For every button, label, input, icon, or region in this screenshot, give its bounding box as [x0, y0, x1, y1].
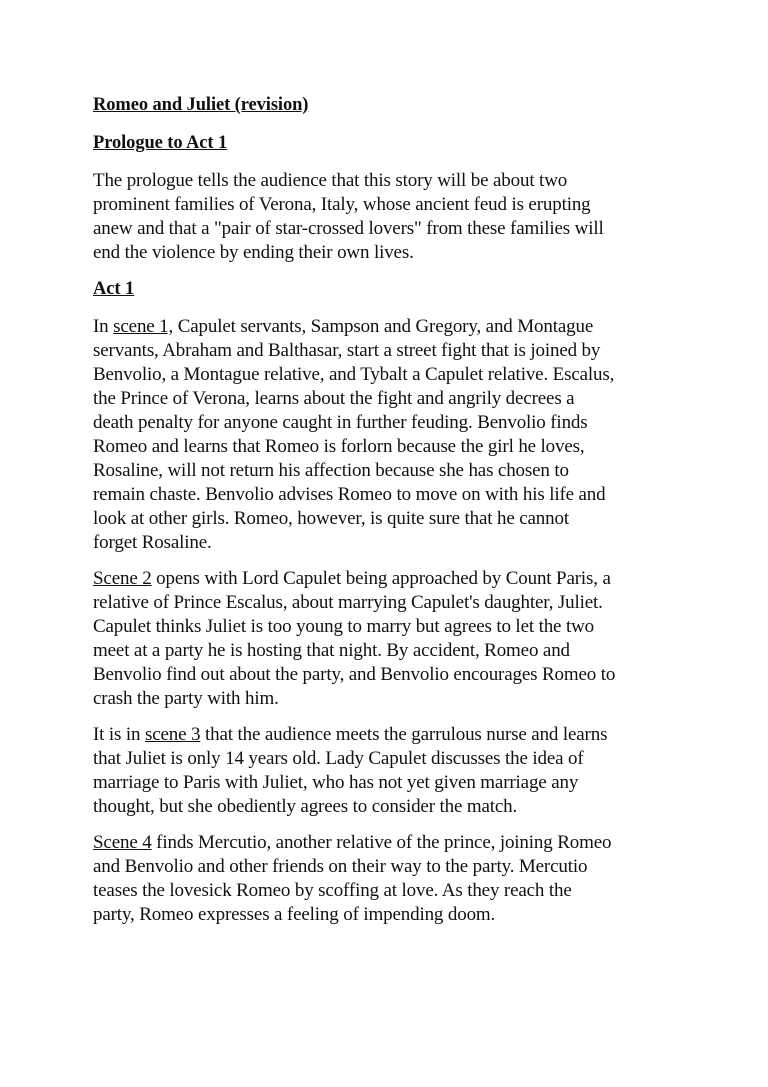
section-heading-prologue: Prologue to Act 1	[93, 133, 228, 153]
document-title: Romeo and Juliet (revision)	[93, 95, 309, 115]
scene-2-paragraph	[93, 567, 693, 711]
text-line: remain chaste. Benvolio advises Romeo to move on with his life and	[93, 484, 606, 505]
text-line: the Prince of Verona, learns about the fight and angrily decrees a	[93, 388, 575, 409]
text-line: Benvolio find out about the party, and Benvolio encourages Romeo to	[93, 664, 616, 685]
text-line: end the violence by ending their own lives.	[93, 242, 414, 263]
text-line: crash the party with him.	[93, 688, 279, 709]
text-line: that Juliet is only 14 years old. Lady Capulet discusses the idea of	[93, 748, 584, 769]
text-line: anew and that a "pair of star-crossed lovers" from these families will	[93, 218, 604, 239]
text-line: servants, Abraham and Balthasar, start a street fight that is joined by	[93, 340, 601, 361]
text-line: Capulet thinks Juliet is too young to marry but agrees to let the two	[93, 616, 594, 637]
text-line: forget Rosaline.	[93, 532, 212, 553]
text-fragment: that the audience meets the garrulous nurse and learns	[200, 724, 608, 745]
scene-3-paragraph	[93, 723, 693, 819]
text-fragment: In	[93, 316, 114, 337]
text-line: Romeo and learns that Romeo is forlorn because the girl he loves,	[93, 436, 585, 457]
prologue-paragraph	[93, 169, 693, 265]
document-content	[93, 93, 693, 939]
scene-4-paragraph	[93, 831, 693, 927]
text-line: party, Romeo expresses a feeling of impending doom.	[93, 904, 496, 925]
text-fragment: finds Mercutio, another relative of the prince, joining Romeo	[151, 832, 612, 853]
scene-2-link[interactable]: Scene 2	[93, 568, 152, 589]
section-heading-act-1: Act 1	[93, 279, 135, 299]
text-line: Rosaline, will not return his affection because she has chosen to	[93, 460, 569, 481]
text-line: prominent families of Verona, Italy, whose ancient feud is erupting	[93, 194, 591, 215]
text-line: teases the lovesick Romeo by scoffing at love. As they reach the	[93, 880, 572, 901]
text-fragment: It is in	[93, 724, 145, 745]
text-line: death penalty for anyone caught in further feuding. Benvolio finds	[93, 412, 588, 433]
text-line: thought, but she obediently agrees to consider the match.	[93, 796, 518, 817]
text-fragment: opens with Lord Capulet being approached by Count Paris, a	[151, 568, 611, 589]
text-line: marriage to Paris with Juliet, who has not yet given marriage any	[93, 772, 579, 793]
scene-1-link[interactable]: scene 1,	[113, 316, 174, 337]
text-line: The prologue tells the audience that this story will be about two	[93, 170, 568, 191]
text-line	[93, 831, 693, 855]
text-line	[93, 567, 693, 591]
text-line: meet at a party he is hosting that night. By accident, Romeo and	[93, 640, 570, 661]
scene-1-paragraph	[93, 315, 693, 555]
scene-3-link[interactable]: scene 3	[144, 724, 201, 745]
text-line: relative of Prince Escalus, about marrying Capulet's daughter, Juliet.	[93, 592, 603, 613]
text-line: and Benvolio and other friends on their way to the party. Mercutio	[93, 856, 588, 877]
text-line	[93, 315, 693, 339]
text-line: look at other girls. Romeo, however, is quite sure that he cannot	[93, 508, 569, 529]
text-line: Benvolio, a Montague relative, and Tybalt a Capulet relative. Escalus,	[93, 364, 615, 385]
scene-4-link[interactable]: Scene 4	[93, 832, 152, 853]
text-fragment: Capulet servants, Sampson and Gregory, and Montague	[173, 316, 594, 337]
text-line	[93, 723, 693, 747]
